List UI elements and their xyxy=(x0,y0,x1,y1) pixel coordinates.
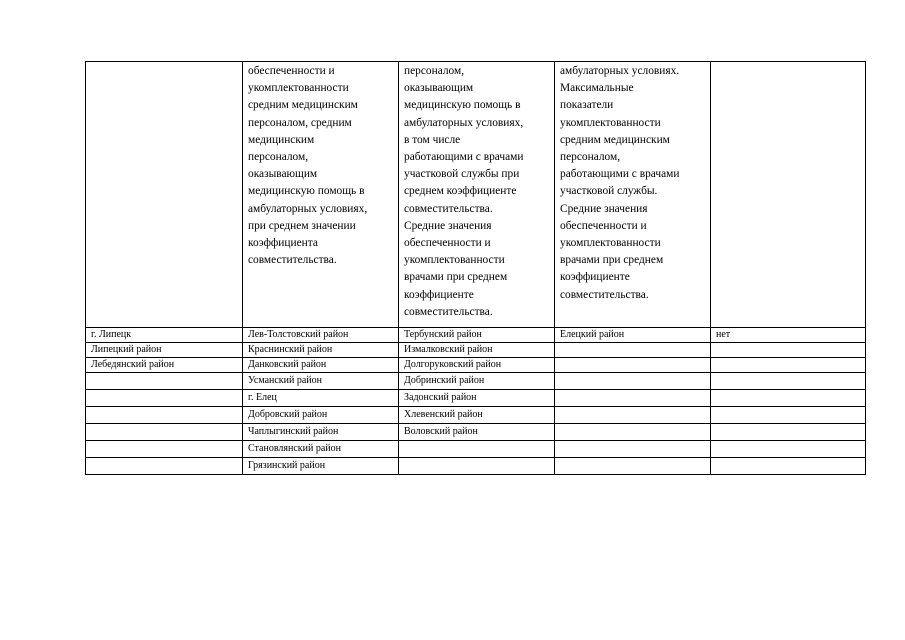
table-cell xyxy=(711,358,866,373)
criteria-text-line: укомплектованности xyxy=(560,116,661,129)
criteria-cell-3 xyxy=(399,62,555,328)
criteria-text-line: укомплектованности xyxy=(404,254,505,267)
table-row xyxy=(86,358,866,373)
criteria-text-line: персоналом, xyxy=(248,151,309,164)
criteria-cell-2 xyxy=(243,62,399,328)
table-cell xyxy=(86,424,243,441)
table-cell xyxy=(711,458,866,475)
table-cell: Задонский район xyxy=(399,390,555,407)
table-cell: Добровский район xyxy=(243,407,399,424)
criteria-text-line: укомплектованности xyxy=(560,237,661,250)
criteria-text-line: совместительства. xyxy=(248,254,337,267)
criteria-text-line: коэффициента xyxy=(248,237,318,250)
criteria-text-line: при среднем значении xyxy=(248,219,356,232)
table-cell: г. Липецк xyxy=(86,328,243,343)
table-cell xyxy=(711,390,866,407)
table-cell xyxy=(711,343,866,358)
criteria-text-line: совместительства. xyxy=(560,288,649,301)
criteria-text-line: обеспеченности и xyxy=(560,219,647,232)
criteria-text-line: оказывающим xyxy=(404,82,474,95)
table-cell xyxy=(711,373,866,390)
table-cell: Измалковский район xyxy=(399,343,555,358)
table-cell xyxy=(86,390,243,407)
table-row xyxy=(86,407,866,424)
criteria-text-line: в том числе xyxy=(404,133,461,146)
criteria-text-line: Средние значения xyxy=(404,219,492,232)
criteria-text-line: коэффициенте xyxy=(404,288,474,301)
criteria-text-line: амбулаторных условиях, xyxy=(248,202,368,215)
table-cell: Добринский район xyxy=(399,373,555,390)
table-cell: Хлевенский район xyxy=(399,407,555,424)
table-cell xyxy=(399,441,555,458)
criteria-text-line: медицинскую помощь в xyxy=(404,99,521,112)
table-cell xyxy=(555,458,711,475)
criteria-text-line: участковой службы при xyxy=(404,168,520,181)
criteria-text-line: совместительства. xyxy=(404,305,493,318)
table-cell xyxy=(711,407,866,424)
criteria-text-line: укомплектованности xyxy=(248,82,349,95)
table-cell xyxy=(555,441,711,458)
table-cell: Данковский район xyxy=(243,358,399,373)
criteria-text-line: среднем коэффициенте xyxy=(404,185,517,198)
table-cell: Лев-Толстовский район xyxy=(243,328,399,343)
table-cell: Долгоруковский район xyxy=(399,358,555,373)
table-row xyxy=(86,328,866,343)
criteria-text-line: обеспеченности и xyxy=(248,65,335,77)
table-cell: Становлянский район xyxy=(243,441,399,458)
table-row xyxy=(86,373,866,390)
criteria-cell-1 xyxy=(86,62,243,328)
criteria-text-line: амбулаторных условиях. xyxy=(560,65,680,77)
table-cell: Грязинский район xyxy=(243,458,399,475)
criteria-text-line: оказывающим xyxy=(248,168,318,181)
table-row xyxy=(86,343,866,358)
table-row xyxy=(86,390,866,407)
criteria-text-line: средним медицинским xyxy=(248,99,358,112)
criteria-text-line: врачами при среднем xyxy=(560,254,664,267)
table-cell: Краснинский район xyxy=(243,343,399,358)
table-cell xyxy=(555,373,711,390)
criteria-text-line: персоналом, средним xyxy=(248,116,352,129)
criteria-text-line: Средние значения xyxy=(560,202,648,215)
table-cell xyxy=(555,358,711,373)
criteria-text-line: медицинским xyxy=(248,133,315,146)
table-cell: Усманский район xyxy=(243,373,399,390)
table-cell: Лебедянский район xyxy=(86,358,243,373)
criteria-text-line: показатели xyxy=(560,99,614,112)
criteria-text-line: персоналом, xyxy=(404,65,465,77)
table-row xyxy=(86,441,866,458)
table-row xyxy=(86,424,866,441)
table-cell xyxy=(555,390,711,407)
table-cell xyxy=(711,441,866,458)
table-cell xyxy=(555,424,711,441)
table-row xyxy=(86,458,866,475)
table-cell xyxy=(555,343,711,358)
table-cell xyxy=(555,407,711,424)
table-cell xyxy=(86,441,243,458)
table-cell: Елецкий район xyxy=(555,328,711,343)
criteria-row xyxy=(86,62,866,328)
criteria-cell-4 xyxy=(555,62,711,328)
table-cell: Чаплыгинский район xyxy=(243,424,399,441)
criteria-text-line: коэффициенте xyxy=(560,271,630,284)
table-cell: Тербунский район xyxy=(399,328,555,343)
table-cell: Липецкий район xyxy=(86,343,243,358)
table-cell: Воловский район xyxy=(399,424,555,441)
table-cell: г. Елец xyxy=(243,390,399,407)
criteria-text-line: работающими с врачами xyxy=(560,168,680,181)
criteria-text-line: врачами при среднем xyxy=(404,271,508,284)
criteria-text-line: обеспеченности и xyxy=(404,237,491,250)
district-table xyxy=(85,61,866,475)
criteria-text-line: медицинскую помощь в xyxy=(248,185,365,198)
criteria-text-line: Максимальные xyxy=(560,82,634,95)
criteria-cell-5 xyxy=(711,62,866,328)
table-cell xyxy=(711,424,866,441)
criteria-text-line: совместительства. xyxy=(404,202,493,215)
table-cell xyxy=(86,407,243,424)
criteria-text-line: работающими с врачами xyxy=(404,151,524,164)
table-cell xyxy=(399,458,555,475)
criteria-text-line: средним медицинским xyxy=(560,133,670,146)
table-cell: нет xyxy=(711,328,866,343)
table-cell xyxy=(86,458,243,475)
criteria-text-line: персоналом, xyxy=(560,151,621,164)
table-cell xyxy=(86,373,243,390)
criteria-text-line: амбулаторных условиях, xyxy=(404,116,524,129)
criteria-text-line: участковой службы. xyxy=(560,185,658,198)
